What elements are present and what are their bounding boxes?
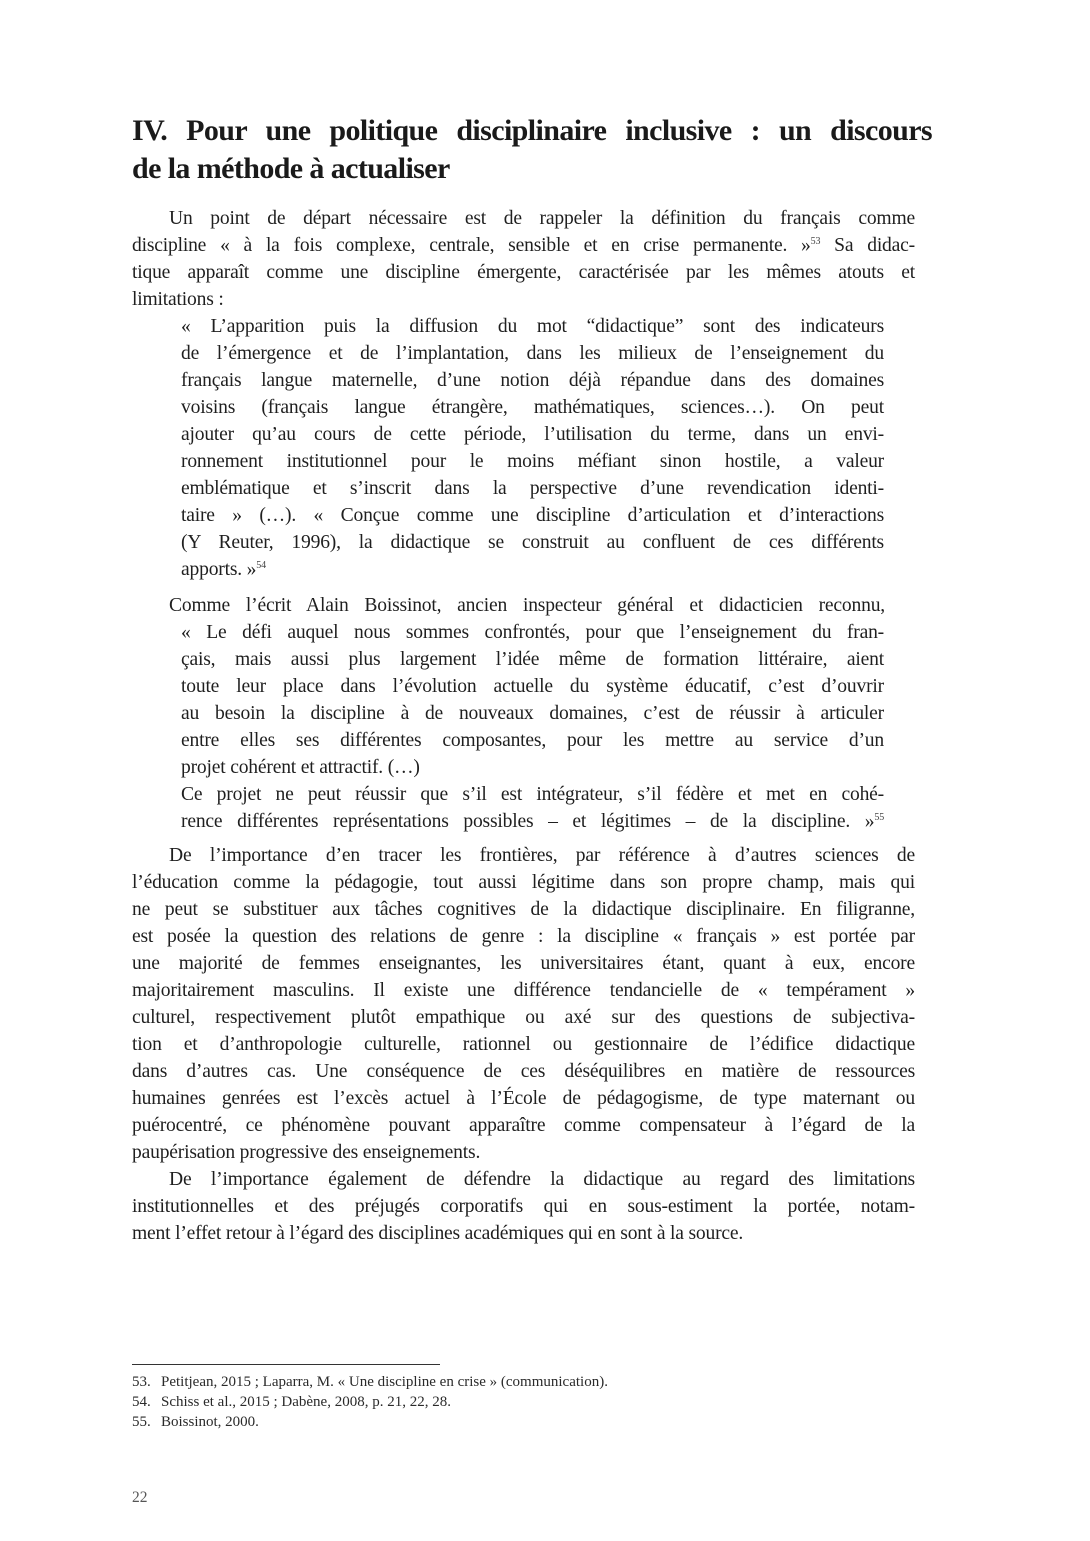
text-line <box>132 232 915 259</box>
lead-in-sentence <box>169 592 885 619</box>
footnote-53 <box>132 1372 832 1392</box>
footnote-number: 54. <box>132 1394 151 1410</box>
quote-line: Ce projet ne peut réussir que s’il est intégrateur, s’il fédère et met en cohé- <box>181 784 884 805</box>
text-line: tion et d’anthropologie culturelle, rationnel ou gestionnaire de l’édifice didactique <box>132 1034 915 1055</box>
quote-line: emblématique et s’inscrit dans la perspective d’une revendication identi- <box>181 478 884 499</box>
quote-line <box>181 808 884 835</box>
text-line: paupérisation progressive des enseignements. <box>132 1142 481 1163</box>
quote-line: français langue maternelle, d’une notion déjà répandue dans des domaines <box>181 370 884 391</box>
text-line: puérocentré, ce phénomène pouvant apparaître comme compensateur à l’égard de la <box>132 1115 915 1136</box>
quote-line: de l’émergence et de l’implantation, dans les milieux de l’enseignement du <box>181 343 884 364</box>
quote-line: « Le défi auquel nous sommes confrontés, pour que l’enseignement du fran- <box>181 622 884 643</box>
text-segment: Sa didac- <box>820 235 915 256</box>
footnote-separator <box>132 1364 440 1365</box>
paragraph-2 <box>132 842 915 1166</box>
text-line: tique apparaît comme une discipline émergente, caractérisée par les mêmes atouts et <box>132 262 915 283</box>
footnote-number: 53. <box>132 1374 151 1390</box>
footnote-ref-54[interactable]: 54 <box>256 560 266 571</box>
text-line: ment l’effet retour à l’égard des disciplines académiques qui en sont à la source. <box>132 1223 744 1244</box>
quote-line: ronnement institutionnel pour le moins méfiant sinon hostile, a valeur <box>181 451 884 472</box>
text-line: dans d’autres cas. Une conséquence de ces déséquilibres en matière de ressources <box>132 1061 915 1082</box>
footnote-text: Boissinot, 2000. <box>161 1414 259 1430</box>
quote-line: (Y Reuter, 1996), la didactique se construit au confluent de ces différents <box>181 532 884 553</box>
footnote-text: Schiss et al., 2015 ; Dabène, 2008, p. 21, 22, 28. <box>161 1394 451 1410</box>
footnote-number: 55. <box>132 1414 151 1430</box>
block-quote-2 <box>181 619 884 835</box>
quote-line <box>181 556 884 583</box>
footnote-ref-53[interactable]: 53 <box>810 236 821 247</box>
footnotes <box>132 1372 832 1432</box>
heading-line-1: IV. Pour une politique disciplinaire inclusive : un discours <box>132 114 932 147</box>
quote-line: ajouter qu’au cours de cette période, l’utilisation du terme, dans un envi- <box>181 424 884 445</box>
text-line: Comme l’écrit Alain Boissinot, ancien inspecteur général et didacticien reconnu, <box>169 595 885 616</box>
heading-line-2: de la méthode à actualiser <box>132 152 450 185</box>
text-line: est posée la question des relations de genre : la discipline « français » est portée par <box>132 926 915 947</box>
text-segment: rence différentes représentations possibles – et légitimes – de la discipline. » <box>181 811 875 832</box>
quote-line: « L’apparition puis la diffusion du mot “didactique” sont des indicateurs <box>181 316 884 337</box>
quote-line: voisins (français langue étrangère, mathématiques, sciences…). On peut <box>181 397 884 418</box>
footnote-55 <box>132 1412 832 1432</box>
quote-line: entre elles ses différentes composantes, pour les mettre au service d’un <box>181 730 884 751</box>
page-number: 22 <box>132 1489 148 1506</box>
text-line: Un point de départ nécessaire est de rappeler la définition du français comme <box>169 208 915 229</box>
text-line: humaines genrées est l’excès actuel à l’École de pédagogisme, de type maternant ou <box>132 1088 915 1109</box>
text-line: l’éducation comme la pédagogie, tout aussi légitime dans son propre champ, mais qui <box>132 872 915 893</box>
text-line: limitations : <box>132 289 224 310</box>
text-line: une majorité de femmes enseignantes, les universitaires étant, quant à eux, encore <box>132 953 915 974</box>
text-line: institutionnelles et des préjugés corporatifs qui en sous-estiment la portée, notam- <box>132 1196 915 1217</box>
quote-line: taire » (…). « Conçue comme une discipline d’articulation et d’interactions <box>181 505 884 526</box>
text-line: ne peut se substituer aux tâches cognitives de la didactique disciplinaire. En filigranne, <box>132 899 915 920</box>
quote-line: au besoin la discipline à de nouveaux domaines, c’est de réussir à articuler <box>181 703 884 724</box>
footnote-54 <box>132 1392 832 1412</box>
text-segment: discipline « à la fois complexe, centrale, sensible et en crise permanente. » <box>132 235 811 256</box>
text-line: De l’importance également de défendre la didactique au regard des limitations <box>169 1169 915 1190</box>
text-line: De l’importance d’en tracer les frontières, par référence à d’autres sciences de <box>169 845 915 866</box>
quote-line: projet cohérent et attractif. (…) <box>181 757 420 778</box>
intro-paragraph <box>132 205 915 313</box>
text-segment: apports. » <box>181 559 257 580</box>
section-heading <box>132 112 932 188</box>
quote-line: toute leur place dans l’évolution actuelle du système éducatif, c’est d’ouvrir <box>181 676 884 697</box>
footnote-ref-55[interactable]: 55 <box>874 812 884 823</box>
text-line: culturel, respectivement plutôt empathique ou axé sur des questions de subjectiva- <box>132 1007 915 1028</box>
text-line: majoritairement masculins. Il existe une différence tendancielle de « tempérament » <box>132 980 915 1001</box>
footnote-text: Petitjean, 2015 ; Laparra, M. « Une discipline en crise » (communication). <box>161 1374 608 1390</box>
quote-line: çais, mais aussi plus largement l’idée même de formation littéraire, aient <box>181 649 884 670</box>
block-quote-1 <box>181 313 884 583</box>
paragraph-3 <box>132 1166 915 1247</box>
